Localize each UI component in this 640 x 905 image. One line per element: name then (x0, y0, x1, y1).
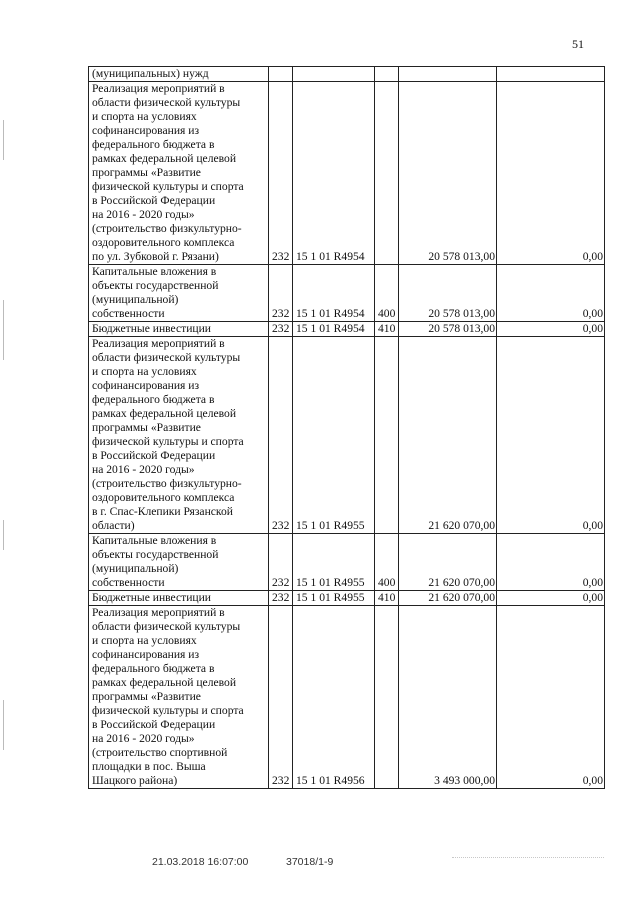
expense-type-code-text: 410 (378, 591, 396, 604)
row-description-text: Реализация мероприятий в области физической культуры и спорта на условиях софинансирования из федерального бюджета в рамках федеральной целевой программы «Развитие физической культуры и спорта в Российской Федерации на 2016 - 2020 годы» (строительство спортивной площадки в пос. Выша Шацкого района) (92, 606, 244, 787)
expense-type-code (375, 67, 399, 82)
target-article-code (293, 606, 375, 789)
amount-2018-text: 20 578 013,00 (428, 307, 495, 320)
footer-doc-code: 37018/1-9 (286, 856, 334, 868)
amount-2018-text: 21 620 070,00 (428, 576, 495, 589)
expense-type-code (375, 337, 399, 534)
amount-2018-text: 20 578 013,00 (428, 250, 495, 263)
amount-2018 (399, 67, 497, 82)
row-description (89, 591, 269, 606)
target-article-code (293, 591, 375, 606)
expense-type-code (375, 534, 399, 591)
amount-2018-text: 21 620 070,00 (428, 519, 495, 532)
amount-2018 (399, 534, 497, 591)
table-row (89, 67, 605, 82)
ministry-code-text: 232 (272, 519, 290, 532)
amount-change (497, 337, 605, 534)
amount-change-text: 0,00 (582, 576, 603, 589)
row-description-text: Реализация мероприятий в области физической культуры и спорта на условиях софинансирования из федерального бюджета в рамках федеральной целевой программы «Развитие физической культуры и спорта в Российской Федерации на 2016 - 2020 годы» (строительство физкультурно- оздоровительного комплекса по ул. Зубковой г. Рязани) (92, 82, 244, 263)
amount-change-text: 0,00 (582, 322, 603, 335)
ministry-code-text: 232 (272, 322, 290, 335)
target-article-code (293, 265, 375, 322)
row-description-text: Реализация мероприятий в области физической культуры и спорта на условиях софинансирования из федерального бюджета в рамках федеральной целевой программы «Развитие физической культуры и спорта в Российской Федерации на 2016 - 2020 годы» (строительство физкультурно- оздоровительного комплекса в г. Спас-Клепики Рязанской области) (92, 337, 244, 532)
row-description (89, 322, 269, 337)
ministry-code (269, 606, 293, 789)
ministry-code (269, 67, 293, 82)
ministry-code (269, 265, 293, 322)
amount-change-text: 0,00 (582, 250, 603, 263)
row-description (89, 265, 269, 322)
target-article-code-text: 15 1 01 R4954 (296, 307, 365, 320)
amount-2018-text: 20 578 013,00 (428, 322, 495, 335)
amount-2018 (399, 606, 497, 789)
target-article-code-text: 15 1 01 R4954 (296, 322, 365, 335)
amount-change (497, 606, 605, 789)
target-article-code-text: 15 1 01 R4956 (296, 774, 365, 787)
amount-2018-text: 21 620 070,00 (428, 591, 495, 604)
scan-margin (0, 0, 10, 905)
table-row (89, 322, 605, 337)
amount-change-text: 0,00 (582, 774, 603, 787)
amount-change (497, 265, 605, 322)
target-article-code (293, 67, 375, 82)
amount-2018 (399, 591, 497, 606)
ministry-code (269, 591, 293, 606)
row-description-text: Бюджетные инвестиции (92, 591, 212, 604)
ministry-code (269, 82, 293, 265)
target-article-code-text: 15 1 01 R4955 (296, 519, 365, 532)
faint-stamp (452, 857, 604, 862)
row-description (89, 67, 269, 82)
amount-change (497, 67, 605, 82)
ministry-code-text: 232 (272, 250, 290, 263)
row-description-text: Капитальные вложения в объекты государственной (муниципальной) собственности (92, 265, 219, 320)
ministry-code-text: 232 (272, 307, 290, 320)
row-description-text: (муниципальных) нужд (92, 67, 209, 80)
amount-change (497, 534, 605, 591)
amount-2018 (399, 322, 497, 337)
row-description-text: Капитальные вложения в объекты государственной (муниципальной) собственности (92, 534, 219, 589)
row-description-text: Бюджетные инвестиции (92, 322, 212, 335)
budget-table (88, 66, 605, 789)
ministry-code (269, 337, 293, 534)
amount-change-text: 0,00 (582, 519, 603, 532)
table-row (89, 591, 605, 606)
amount-2018 (399, 265, 497, 322)
amount-change (497, 322, 605, 337)
ministry-code (269, 534, 293, 591)
row-description (89, 534, 269, 591)
ministry-code-text: 232 (272, 576, 290, 589)
footer-date: 21.03.2018 16:07:00 (152, 856, 249, 868)
target-article-code-text: 15 1 01 R4955 (296, 591, 365, 604)
amount-change (497, 591, 605, 606)
table-row (89, 606, 605, 789)
expense-type-code (375, 265, 399, 322)
expense-type-code (375, 591, 399, 606)
target-article-code (293, 534, 375, 591)
table-row (89, 534, 605, 591)
expense-type-code (375, 82, 399, 265)
expense-type-code (375, 322, 399, 337)
ministry-code-text: 232 (272, 774, 290, 787)
ministry-code-text: 232 (272, 591, 290, 604)
amount-change-text: 0,00 (582, 591, 603, 604)
amount-2018 (399, 337, 497, 534)
amount-change-text: 0,00 (582, 307, 603, 320)
row-description (89, 82, 269, 265)
expense-type-code (375, 606, 399, 789)
table-row (89, 265, 605, 322)
amount-2018-text: 3 493 000,00 (434, 774, 495, 787)
table-row (89, 82, 605, 265)
target-article-code (293, 82, 375, 265)
ministry-code (269, 322, 293, 337)
target-article-code-text: 15 1 01 R4955 (296, 576, 365, 589)
row-description (89, 606, 269, 789)
page-number: 51 (572, 37, 584, 51)
row-description (89, 337, 269, 534)
target-article-code (293, 322, 375, 337)
expense-type-code-text: 400 (378, 576, 396, 589)
amount-change (497, 82, 605, 265)
target-article-code-text: 15 1 01 R4954 (296, 250, 365, 263)
expense-type-code-text: 400 (378, 307, 396, 320)
amount-2018 (399, 82, 497, 265)
target-article-code (293, 337, 375, 534)
expense-type-code-text: 410 (378, 322, 396, 335)
table-row (89, 337, 605, 534)
